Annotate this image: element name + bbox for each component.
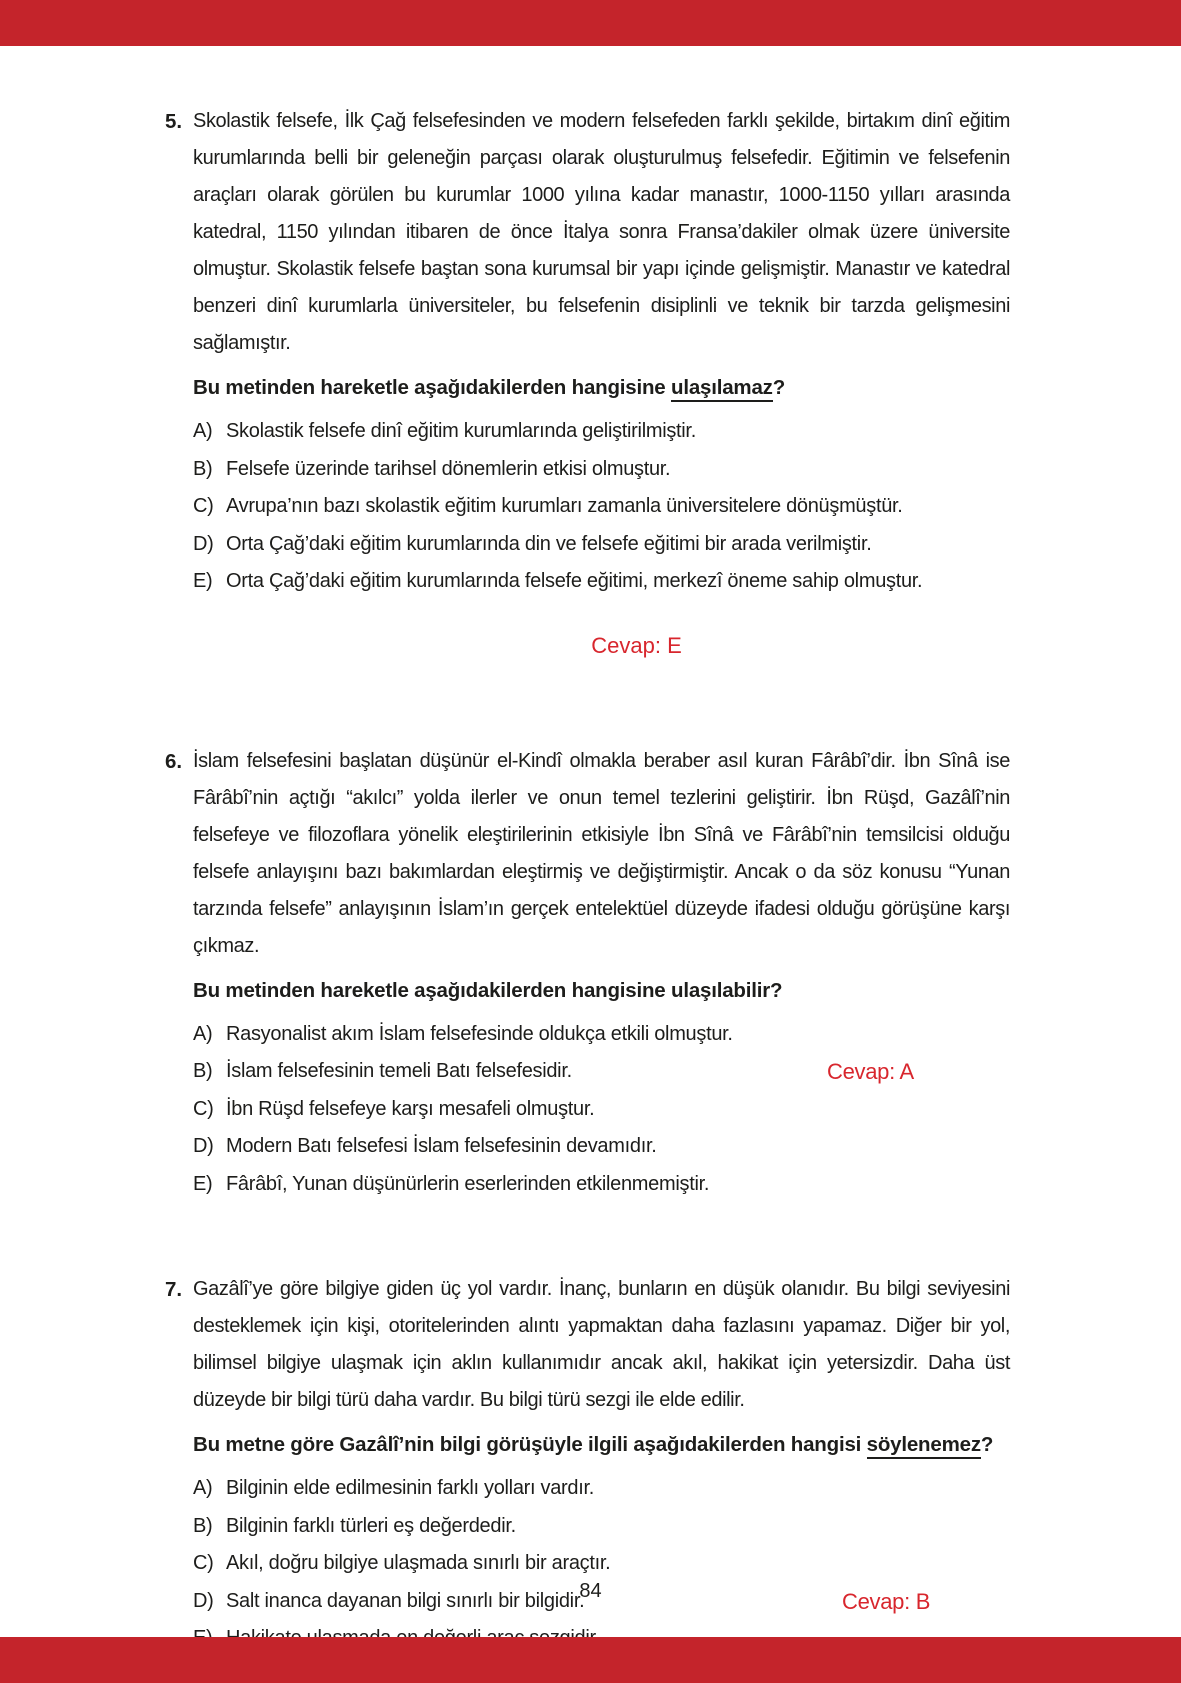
option-row-c (193, 1091, 1010, 1129)
question-prompt (193, 972, 1010, 1009)
option-letter: D) (193, 1589, 214, 1612)
option-text: Orta Çağ’daki eğitim kurumlarında felsefe eğitimi, merkezî öneme sahip olmuştur. (226, 570, 923, 592)
prompt-underlined-word: söylenemez (867, 1433, 981, 1459)
option-letter: C) (193, 495, 214, 517)
option-letter: A) (193, 1477, 213, 1499)
option-letter: D) (193, 1135, 214, 1157)
question-prompt (193, 369, 1010, 406)
option-letter: A) (193, 1022, 213, 1045)
option-text: Bilginin elde edilmesinin farklı yolları vardır. (226, 1477, 594, 1499)
question-body (193, 103, 1010, 701)
prompt-prefix: Bu metne göre Gazâlî’nin bilgi görüşüyle ilgili aşağıdakilerden hangisi (193, 1433, 867, 1456)
answer-label-q6: Cevap: A (827, 1059, 914, 1084)
answer-label-q7: Cevap: B (842, 1588, 931, 1614)
option-row-a (193, 1470, 1010, 1508)
option-text: Skolastik felsefe dinî eğitim kurumlarında geliştirilmiştir. (226, 420, 696, 442)
top-red-band (0, 0, 1181, 46)
prompt-prefix: Bu metinden hareketle aşağıdakilerden hangisine ulaşılabilir (193, 978, 770, 1002)
option-text: Fârâbî, Yunan düşünürlerin eserlerinden etkilenmemiştir. (226, 1172, 710, 1195)
question-number: 6. (165, 749, 183, 773)
page-number: 84 (579, 1580, 602, 1602)
option-text: Modern Batı felsefesi İslam felsefesinin devamıdır. (226, 1135, 657, 1157)
prompt-suffix: ? (980, 1433, 994, 1456)
option-row-b (193, 451, 1010, 489)
prompt-suffix: ? (770, 978, 783, 1002)
option-text: İbn Rüşd felsefeye karşı mesafeli olmuştur. (226, 1097, 595, 1120)
question-body (193, 743, 1010, 1204)
option-row-a (193, 413, 1010, 451)
question-number: 5. (165, 110, 183, 133)
option-row-b (193, 1508, 1010, 1546)
options-list (193, 1470, 1010, 1658)
option-row-d (193, 1128, 1010, 1166)
option-row-c (193, 488, 1010, 526)
option-row-d (193, 526, 1010, 564)
question-5 (165, 103, 1010, 701)
option-row-a (193, 1016, 1010, 1054)
option-row-b (193, 1053, 1010, 1091)
option-text: Salt inanca dayanan bilgi sınırlı bir bilgidir. (226, 1589, 585, 1612)
option-letter: B) (193, 1060, 213, 1082)
option-text: Akıl, doğru bilgiye ulaşmada sınırlı bir araçtır. (226, 1552, 611, 1574)
option-text: Avrupa’nın bazı skolastik eğitim kurumları zamanla üniversitelere dönüşmüştür. (226, 495, 903, 517)
question-paragraph: Skolastik felsefe, İlk Çağ felsefesinden ve modern felsefeden farklı şekilde, birtakım dinî eğitim kurumlarında belli bir geleneğin parçası olarak oluşturulmuş felsefedir. Eğitimin ve felsefenin araçları olarak görülen bu kurumlar 1000 yılına kadar manastır, 1000-1150 yılları arasında katedral, 1150 yılından itibaren de önce İtalya sonra Fransa’dakiler olmak üzere üniversite olmuştur. Skolastik felsefe baştan sona kurumsal bir yapı içinde gelişmiştir. Manastır ve katedral benzeri dinî kurumlarla üniversiteler, bu felsefenin disiplinli ve teknik bir tarzda gelişmesini sağlamıştır. (193, 110, 1010, 354)
option-letter: B) (193, 457, 213, 480)
option-text: Felsefe üzerinde tarihsel dönemlerin etkisi olmuştur. (226, 457, 671, 480)
option-row-e (193, 563, 1010, 601)
prompt-underlined-word: ulaşılamaz (671, 376, 773, 402)
option-letter: E) (193, 570, 213, 592)
prompt-suffix: ? (772, 376, 786, 399)
question-6 (165, 743, 1010, 1204)
option-letter: A) (193, 420, 213, 442)
option-text: Rasyonalist akım İslam felsefesinde oldukça etkili olmuştur. (226, 1022, 733, 1045)
prompt-prefix: Bu metinden hareketle aşağıdakilerden hangisine (193, 376, 671, 399)
option-text: Orta Çağ’daki eğitim kurumlarında din ve felsefe eğitimi bir arada verilmiştir. (226, 532, 872, 555)
options-list (193, 1016, 1010, 1204)
option-letter: C) (193, 1552, 214, 1574)
option-letter: D) (193, 532, 214, 555)
question-number: 7. (165, 1278, 183, 1301)
option-row-c (193, 1545, 1010, 1583)
question-prompt (193, 1426, 1010, 1463)
page-content (165, 46, 1010, 1658)
option-letter: C) (193, 1097, 214, 1120)
options-list (193, 413, 1010, 601)
bottom-red-band (0, 1637, 1181, 1683)
option-letter: B) (193, 1514, 213, 1537)
option-text: Bilginin farklı türleri eş değerdedir. (226, 1514, 516, 1537)
option-text: İslam felsefesinin temeli Batı felsefesidir. (226, 1060, 572, 1082)
option-letter: E) (193, 1172, 213, 1195)
question-paragraph: Gazâlî’ye göre bilgiye giden üç yol vardır. İnanç, bunların en düşük olanıdır. Bu bilgi seviyesini desteklemek için kişi, otoritelerinden alıntı yapmaktan daha fazlasını yapamaz. Diğer bir yol, bilimsel bilgiye ulaşmak için aklın kullanımıdır ancak akıl, hakikat için yetersizdir. Daha üst düzeyde bir bilgi türü daha vardır. Bu bilgi türü sezgi ile elde edilir. (193, 1278, 1010, 1411)
question-paragraph: İslam felsefesini başlatan düşünür el-Kindî olmakla beraber asıl kuran Fârâbî’dir. İbn Sînâ ise Fârâbî’nin açtığı “akılcı” yolda ilerler ve onun temel tezlerini geliştirir. İbn Rüşd, Gazâlî’nin felsefeye ve filozoflara yönelik eleştirilerinin etkisiyle İbn Sînâ ve Fârâbî’nin temsilcisi olduğu felsefe anlayışını bazı bakımlardan eleştirmiş ve değiştirmiştir. Ancak o da söz konusu “Yunan tarzında felsefe” anlayışının İslam’ın gerçek entelektüel düzeyde ifadesi olduğu görüşüne karşı çıkmaz. (193, 749, 1010, 957)
option-row-e (193, 1166, 1010, 1204)
answer-label-q5: Cevap: E (591, 632, 682, 658)
